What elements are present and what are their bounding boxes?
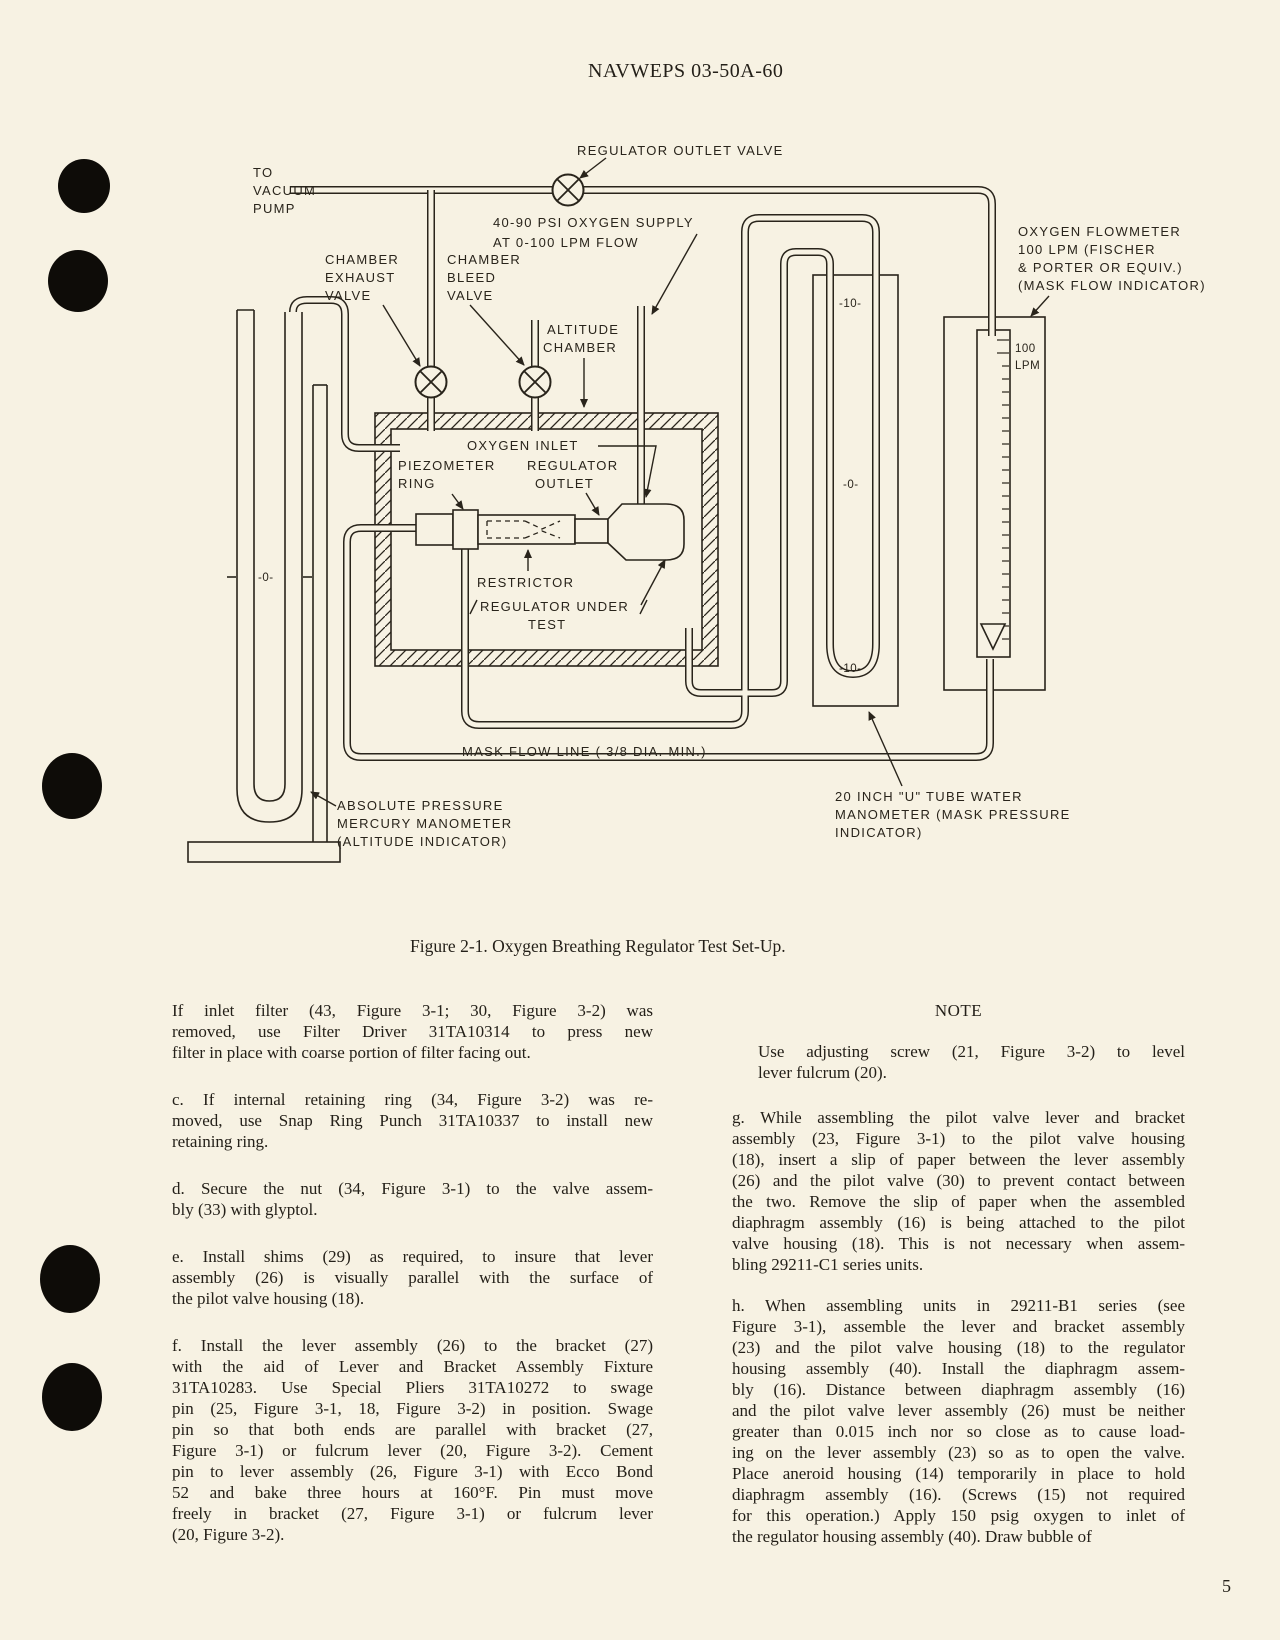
piezometer-ring-block <box>453 510 478 549</box>
text-line: Figure 3-1) or fulcrum lever (20, Figure 3-2). Cement <box>172 1441 653 1460</box>
water-manometer-tick: -10- <box>839 663 862 675</box>
page-number: 5 <box>1222 1576 1231 1596</box>
oxygen-flowmeter <box>944 317 1045 690</box>
paragraph-b-continuation <box>172 1000 653 1063</box>
label-altitude-chamber: CHAMBER <box>543 340 618 355</box>
flowmeter-scale-unit: LPM <box>1015 360 1041 372</box>
punch-hole <box>48 250 108 312</box>
paragraph-h <box>732 1295 1185 1547</box>
note-heading: NOTE <box>934 1001 983 1020</box>
restrictor-tube <box>478 515 575 544</box>
text-line: pin so that both ends are parallel with bracket (27, <box>172 1420 653 1439</box>
text-line: the two. Remove the slip of paper when the assembled <box>732 1192 1185 1211</box>
text-line: f. Install the lever assembly (26) to the bracket (27) <box>172 1336 653 1355</box>
text-line: h. When assembling units in 29211-B1 series (see <box>732 1296 1185 1315</box>
label-mercury-manometer: MERCURY MANOMETER <box>337 816 513 831</box>
text-line: pin to lever assembly (26, Figure 3-1) with Ecco Bond <box>172 1462 653 1481</box>
text-line: filter in place with coarse portion of filter facing out. <box>172 1043 531 1062</box>
text-line: bling 29211-C1 series units. <box>732 1255 924 1274</box>
label-chamber-bleed-valve: CHAMBER <box>447 252 522 267</box>
punch-hole <box>42 1363 102 1431</box>
text-line: and the pilot valve lever assembly (26) must be neither <box>732 1401 1185 1420</box>
text-line: assembly (23, Figure 3-1) to the pilot valve housing <box>732 1129 1185 1148</box>
diagram-labels <box>253 143 1206 849</box>
label-piezometer-ring: RING <box>398 476 436 491</box>
left-column <box>172 1000 653 1571</box>
punch-hole <box>42 753 102 819</box>
punch-hole <box>58 159 110 213</box>
label-oxygen-supply: 40-90 PSI OXYGEN SUPPLY <box>493 215 694 230</box>
text-line: the regulator housing assembly (40). Draw bubble of <box>732 1527 1092 1546</box>
mercury-manometer <box>188 310 340 862</box>
regulator-left-fitting <box>416 514 453 545</box>
valves <box>416 175 584 398</box>
label-chamber-bleed-valve: VALVE <box>447 288 494 303</box>
text-line: the pilot valve housing (18). <box>172 1289 365 1308</box>
text-line: diaphragm assembly (16). (Screws (15) not required <box>732 1485 1185 1504</box>
label-restrictor: RESTRICTOR <box>477 575 575 590</box>
punch-hole <box>40 1245 100 1313</box>
mercury-manometer-tick: -0- <box>258 572 274 584</box>
label-mask-flow-line: MASK FLOW LINE ( 3/8 DIA. MIN.) <box>462 744 707 759</box>
note-paragraph <box>758 1041 1185 1083</box>
label-oxygen-flowmeter: OXYGEN FLOWMETER <box>1018 224 1182 239</box>
label-to-vacuum-pump: TO <box>253 165 274 180</box>
paragraph-f <box>172 1335 653 1545</box>
text-line: (18), insert a slip of paper between the lever assembly <box>732 1150 1185 1169</box>
chamber-bleed-valve <box>520 367 551 398</box>
regulator-connector <box>575 519 608 543</box>
text-line: assembly (26) is visually parallel with the surface of <box>172 1268 653 1287</box>
text-line: valve housing (18). This is not necessary when assem- <box>732 1234 1185 1253</box>
text-line: If inlet filter (43, Figure 3-1; 30, Figure 3-2) was <box>172 1001 653 1020</box>
label-piezometer-ring: PIEZOMETER <box>398 458 496 473</box>
text-line: retaining ring. <box>172 1132 269 1151</box>
label-to-vacuum-pump: PUMP <box>253 201 296 216</box>
label-water-manometer: INDICATOR) <box>835 825 923 840</box>
label-regulator-under-test: REGULATOR UNDER <box>480 599 630 614</box>
label-chamber-exhaust-valve: VALVE <box>325 288 372 303</box>
text-line: housing assembly (40). Install the diaphragm assem- <box>732 1359 1185 1378</box>
regulator-under-test <box>416 504 684 560</box>
label-regulator-under-test: TEST <box>528 617 567 632</box>
text-line: diaphragm assembly (16) is being attached to the pilot <box>732 1213 1185 1232</box>
text-line: c. If internal retaining ring (34, Figure 3-2) was re- <box>172 1090 653 1109</box>
paragraph-e <box>172 1246 653 1309</box>
label-regulator-outlet-valve: REGULATOR OUTLET VALVE <box>577 143 784 158</box>
label-chamber-exhaust-valve: CHAMBER <box>325 252 400 267</box>
label-mercury-manometer: ABSOLUTE PRESSURE <box>337 798 504 813</box>
water-manometer-tick: -0- <box>843 479 859 491</box>
text-line: Place aneroid housing (14) temporarily in place to hold <box>732 1464 1185 1483</box>
text-line: greater than 0.015 inch nor so close as to cause load- <box>732 1422 1185 1441</box>
label-oxygen-flowmeter: 100 LPM (FISCHER <box>1018 242 1156 257</box>
label-chamber-exhaust-valve: EXHAUST <box>325 270 396 285</box>
text-line: g. While assembling the pilot valve lever and bracket <box>732 1108 1185 1127</box>
label-oxygen-inlet: OXYGEN INLET <box>467 438 579 453</box>
text-line: Figure 3-1), assemble the lever and bracket assembly <box>732 1317 1185 1336</box>
text-line: e. Install shims (29) as required, to insure that lever <box>172 1247 653 1266</box>
label-chamber-bleed-valve: BLEED <box>447 270 497 285</box>
label-regulator-outlet: OUTLET <box>535 476 595 491</box>
label-oxygen-supply: AT 0-100 LPM FLOW <box>493 235 639 250</box>
text-line: with the aid of Lever and Bracket Assembly Fixture <box>172 1357 653 1376</box>
text-line: (20, Figure 3-2). <box>172 1525 285 1544</box>
label-water-manometer: 20 INCH "U" TUBE WATER <box>835 789 1023 804</box>
label-altitude-chamber: ALTITUDE <box>547 322 620 337</box>
label-mercury-manometer: (ALTITUDE INDICATOR) <box>337 834 508 849</box>
text-line: d. Secure the nut (34, Figure 3-1) to the valve assem- <box>172 1179 653 1198</box>
text-line: Use adjusting screw (21, Figure 3-2) to level <box>758 1042 1185 1061</box>
label-oxygen-flowmeter: & PORTER OR EQUIV.) <box>1018 260 1183 275</box>
right-column <box>732 1000 1185 1573</box>
label-water-manometer: MANOMETER (MASK PRESSURE <box>835 807 1071 822</box>
flowmeter-scale-value: 100 <box>1015 343 1036 355</box>
text-line: freely in bracket (27, Figure 3-1) or fulcrum lever <box>172 1504 653 1523</box>
text-line: for this operation.) Apply 150 psig oxygen to inlet of <box>732 1506 1185 1525</box>
doc-number: NAVWEPS 03-50A-60 <box>588 60 784 82</box>
text-line: 52 and bake three hours at 160°F. Pin must move <box>172 1483 653 1502</box>
text-line: (26) and the pilot valve (30) to prevent contact between <box>732 1171 1185 1190</box>
regulator-body <box>608 504 684 560</box>
regulator-outlet-valve <box>553 175 584 206</box>
text-line: (23) and the pilot valve housing (18) to the regulator <box>732 1338 1185 1357</box>
figure-caption: Figure 2-1. Oxygen Breathing Regulator Test Set-Up. <box>410 936 786 956</box>
chamber-exhaust-valve <box>416 367 447 398</box>
text-line: 31TA10283. Use Special Pliers 31TA10272 to swage <box>172 1378 653 1397</box>
text-line: moved, use Snap Ring Punch 31TA10337 to install new <box>172 1111 653 1130</box>
text-line: removed, use Filter Driver 31TA10314 to press new <box>172 1022 653 1041</box>
label-oxygen-flowmeter: (MASK FLOW INDICATOR) <box>1018 278 1206 293</box>
paragraph-c <box>172 1089 653 1152</box>
label-regulator-outlet: REGULATOR <box>527 458 619 473</box>
paragraph-d <box>172 1178 653 1220</box>
label-to-vacuum-pump: VACUUM <box>253 183 317 198</box>
text-line: pin (25, Figure 3-1, 18, Figure 3-2) in position. Swage <box>172 1399 653 1418</box>
water-manometer-tick: -10- <box>839 298 862 310</box>
text-line: lever fulcrum (20). <box>758 1063 887 1082</box>
text-line: bly (33) with glyptol. <box>172 1200 318 1219</box>
text-line: bly (16). Distance between diaphragm assembly (16) <box>732 1380 1185 1399</box>
text-line: ing on the lever assembly (23) so as to open the valve. <box>732 1443 1185 1462</box>
paragraph-g <box>732 1107 1185 1275</box>
